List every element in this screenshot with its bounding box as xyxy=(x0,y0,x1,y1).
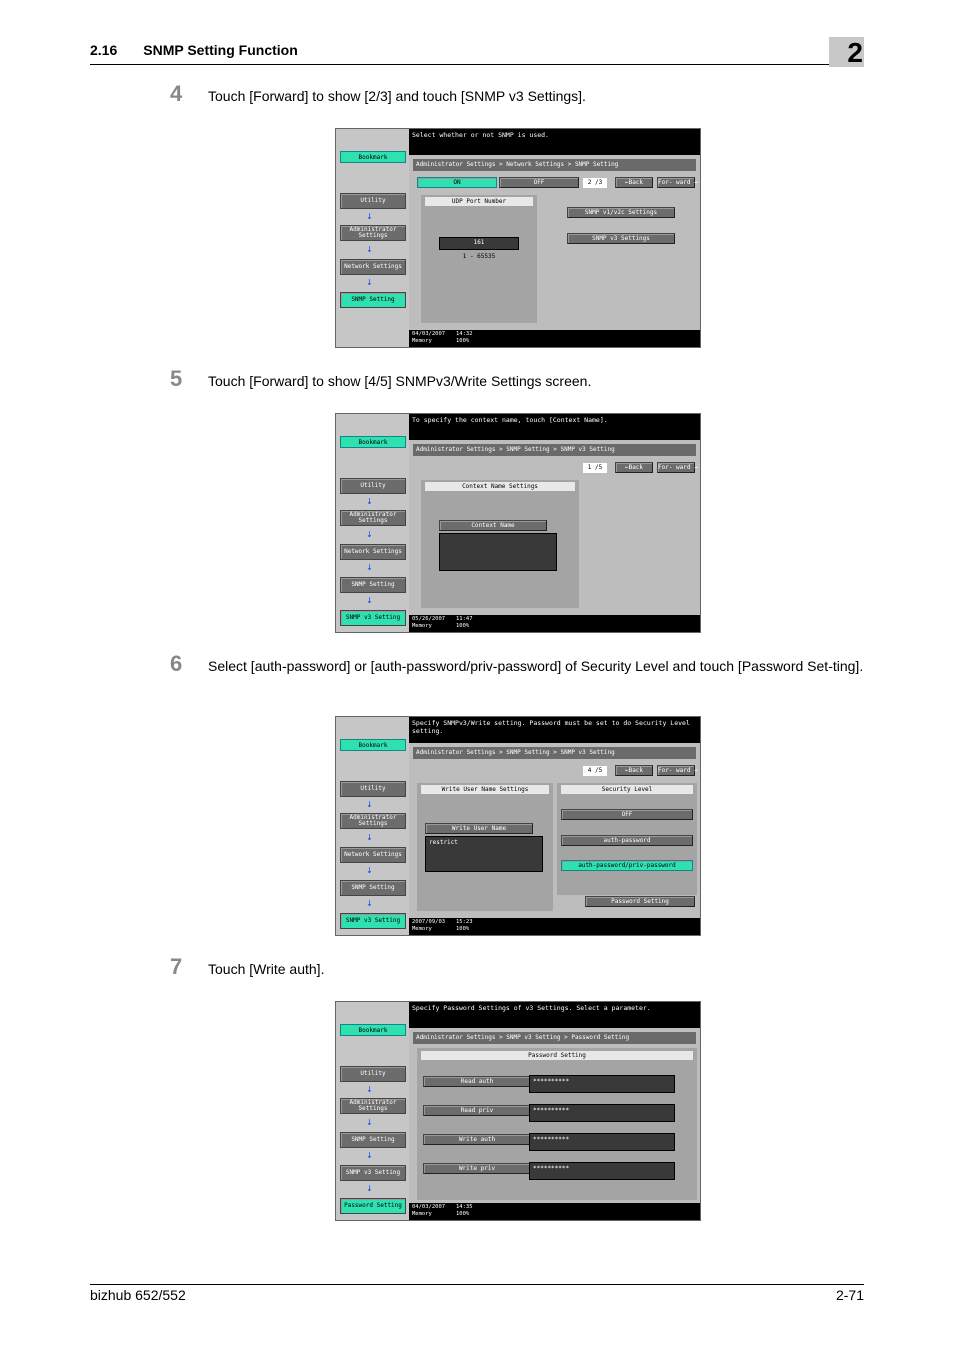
write-user-name-button[interactable]: Write User Name xyxy=(425,823,533,834)
write-user-panel-title: Write User Name Settings xyxy=(421,785,549,794)
sidebar xyxy=(336,129,409,348)
step-number: 5 xyxy=(170,366,183,391)
password-panel-title: Password Setting xyxy=(421,1051,693,1060)
step-number: 4 xyxy=(170,81,183,106)
nav-snmp-v3-setting[interactable]: SNMP v3 Setting xyxy=(340,913,406,929)
main-area xyxy=(409,440,700,615)
status-bar xyxy=(409,615,700,632)
page-indicator: 1 /5 xyxy=(583,463,607,473)
nav-utility[interactable]: Utility xyxy=(340,478,406,494)
nav-snmp-v3-setting[interactable]: SNMP v3 Setting xyxy=(340,610,406,626)
footer-product: bizhub 652/552 xyxy=(90,1287,186,1303)
write-priv-button[interactable]: Write priv xyxy=(423,1163,531,1174)
nav-snmp-setting[interactable]: SNMP Setting xyxy=(340,577,406,593)
write-auth-button[interactable]: Write auth xyxy=(423,1134,531,1145)
nav-admin-settings[interactable]: Administrator Settings xyxy=(340,1098,406,1114)
page-indicator: 4 /5 xyxy=(583,766,607,776)
step-text: Touch [Forward] to show [2/3] and touch [SNMP v3 Settings]. xyxy=(208,88,586,104)
down-arrow-icon: ↓ xyxy=(366,800,373,809)
bookmark-button[interactable]: Bookmark xyxy=(340,1024,406,1036)
snmp-v1v2c-settings-button[interactable]: SNMP v1/v2c Settings xyxy=(567,207,675,218)
nav-snmp-setting[interactable]: SNMP Setting xyxy=(340,880,406,896)
security-level-panel xyxy=(557,783,697,895)
down-arrow-icon: ↓ xyxy=(366,497,373,506)
write-priv-value: ********** xyxy=(529,1162,675,1180)
password-setting-button[interactable]: Password Setting xyxy=(585,896,695,907)
down-arrow-icon: ↓ xyxy=(366,563,373,572)
nav-utility[interactable]: Utility xyxy=(340,193,406,209)
context-panel-title: Context Name Settings xyxy=(425,482,575,491)
memory-value: 100% xyxy=(456,1211,470,1217)
memory-label: Memory xyxy=(412,623,432,629)
section-title: SNMP Setting Function xyxy=(143,42,298,58)
down-arrow-icon: ↓ xyxy=(366,1085,373,1094)
udp-value[interactable]: 161 xyxy=(439,237,519,250)
forward-button[interactable]: For- ward → xyxy=(658,179,698,186)
step-text: Touch [Write auth]. xyxy=(208,961,325,977)
message-bar: To specify the context name, touch [Context Name]. xyxy=(409,414,700,440)
back-button[interactable]: ←Back xyxy=(615,177,653,188)
bookmark-button[interactable]: Bookmark xyxy=(340,151,406,163)
memory-value: 100% xyxy=(456,623,470,629)
back-button[interactable]: ←Back xyxy=(615,462,653,473)
nav-snmp-v3-setting[interactable]: SNMP v3 Setting xyxy=(340,1165,406,1181)
down-arrow-icon: ↓ xyxy=(366,278,373,287)
nav-network-settings[interactable]: Network Settings xyxy=(340,544,406,560)
message-bar: Specify Password Settings of v3 Settings. Select a parameter. xyxy=(409,1002,700,1028)
write-user-name-value: restrict xyxy=(425,836,543,872)
step-number: 6 xyxy=(170,651,183,676)
screenshot-snmp-setting xyxy=(335,128,701,348)
bookmark-button[interactable]: Bookmark xyxy=(340,739,406,751)
security-level-title: Security Level xyxy=(561,785,693,794)
memory-value: 100% xyxy=(456,926,470,932)
security-off-button[interactable]: OFF xyxy=(561,809,693,820)
read-auth-button[interactable]: Read auth xyxy=(423,1076,531,1087)
breadcrumb: Administrator Settings > SNMP Setting > SNMP v3 Setting xyxy=(413,444,696,456)
breadcrumb: Administrator Settings > SNMP Setting > SNMP v3 Setting xyxy=(413,747,696,759)
main-area xyxy=(409,743,700,918)
forward-button[interactable]: For- ward → xyxy=(658,767,698,774)
breadcrumb: Administrator Settings > SNMP v3 Setting > Password Setting xyxy=(413,1032,696,1044)
memory-label: Memory xyxy=(412,338,432,344)
nav-password-setting[interactable]: Password Setting xyxy=(340,1198,406,1214)
security-auth-priv-password-button[interactable]: auth-password/priv-password xyxy=(561,860,693,871)
time: 15:23 xyxy=(456,919,473,925)
read-auth-value: ********** xyxy=(529,1075,675,1093)
read-priv-button[interactable]: Read priv xyxy=(423,1105,531,1116)
chapter-badge: 2 xyxy=(829,37,864,67)
down-arrow-icon: ↓ xyxy=(366,866,373,875)
down-arrow-icon: ↓ xyxy=(366,245,373,254)
date: 05/26/2007 xyxy=(412,616,446,622)
status-bar xyxy=(409,1203,700,1220)
context-name-value xyxy=(439,533,557,571)
step-number: 7 xyxy=(170,954,183,979)
snmp-v3-settings-button[interactable]: SNMP v3 Settings xyxy=(567,233,675,244)
context-name-button[interactable]: Context Name xyxy=(439,520,547,531)
message-bar: Select whether or not SNMP is used. xyxy=(409,129,700,155)
breadcrumb: Administrator Settings > Network Settings > SNMP Setting xyxy=(413,159,696,171)
memory-value: 100% xyxy=(456,338,470,344)
memory-label: Memory xyxy=(412,1211,432,1217)
nav-snmp-setting[interactable]: SNMP Setting xyxy=(340,292,406,308)
time: 14:32 xyxy=(456,331,473,337)
down-arrow-icon: ↓ xyxy=(366,212,373,221)
header-rule xyxy=(90,64,864,65)
udp-range: 1 - 65535 xyxy=(462,253,496,260)
forward-button[interactable]: For- ward → xyxy=(658,464,698,471)
down-arrow-icon: ↓ xyxy=(366,1118,373,1127)
password-panel xyxy=(417,1048,697,1200)
sidebar xyxy=(336,717,409,936)
back-button[interactable]: ←Back xyxy=(615,765,653,776)
date: 04/03/2007 xyxy=(412,1204,446,1210)
nav-admin-settings[interactable]: Administrator Settings xyxy=(340,225,406,241)
step-text: Touch [Forward] to show [4/5] SNMPv3/Write Settings screen. xyxy=(208,373,592,389)
date: 04/03/2007 xyxy=(412,331,446,337)
nav-network-settings[interactable]: Network Settings xyxy=(340,847,406,863)
down-arrow-icon: ↓ xyxy=(366,1184,373,1193)
down-arrow-icon: ↓ xyxy=(366,833,373,842)
nav-admin-settings[interactable]: Administrator Settings xyxy=(340,510,406,526)
date: 2007/09/03 xyxy=(412,919,446,925)
memory-label: Memory xyxy=(412,926,432,932)
main-area xyxy=(409,155,700,330)
nav-admin-settings[interactable]: Administrator Settings xyxy=(340,813,406,829)
off-button[interactable]: OFF xyxy=(499,177,579,188)
section-number: 2.16 xyxy=(90,42,118,58)
status-bar xyxy=(409,918,700,935)
udp-panel xyxy=(421,195,537,323)
time: 11:47 xyxy=(456,616,473,622)
screenshot-snmp-v3-context xyxy=(335,413,701,633)
write-user-panel xyxy=(417,783,553,911)
security-auth-password-button[interactable]: auth-password xyxy=(561,835,693,846)
write-auth-value: ********** xyxy=(529,1133,675,1151)
nav-utility[interactable]: Utility xyxy=(340,1066,406,1082)
down-arrow-icon: ↓ xyxy=(366,596,373,605)
down-arrow-icon: ↓ xyxy=(366,1151,373,1160)
udp-label: UDP Port Number xyxy=(425,197,533,206)
sidebar xyxy=(336,414,409,633)
screenshot-snmp-v3-write xyxy=(335,716,701,936)
message-bar: Specify SNMPv3/Write setting. Password must be set to do Security Level setting. xyxy=(409,717,700,743)
sidebar xyxy=(336,1002,409,1221)
nav-utility[interactable]: Utility xyxy=(340,781,406,797)
bookmark-button[interactable]: Bookmark xyxy=(340,436,406,448)
footer-rule xyxy=(90,1284,864,1285)
down-arrow-icon: ↓ xyxy=(366,530,373,539)
context-panel xyxy=(421,480,579,608)
time: 14:35 xyxy=(456,1204,473,1210)
section-heading xyxy=(90,42,298,58)
step-text: Select [auth-password] or [auth-password/priv-password] of Security Level and touch [Password Set-ting]. xyxy=(208,658,864,674)
page-indicator: 2 /3 xyxy=(583,178,607,188)
down-arrow-icon: ↓ xyxy=(366,899,373,908)
screenshot-password-setting xyxy=(335,1001,701,1221)
status-bar xyxy=(409,330,700,347)
read-priv-value: ********** xyxy=(529,1104,675,1122)
nav-network-settings[interactable]: Network Settings xyxy=(340,259,406,275)
nav-snmp-setting[interactable]: SNMP Setting xyxy=(340,1132,406,1148)
main-area xyxy=(409,1028,700,1203)
on-button[interactable]: ON xyxy=(417,177,497,188)
footer-page-number: 2-71 xyxy=(835,1287,864,1303)
